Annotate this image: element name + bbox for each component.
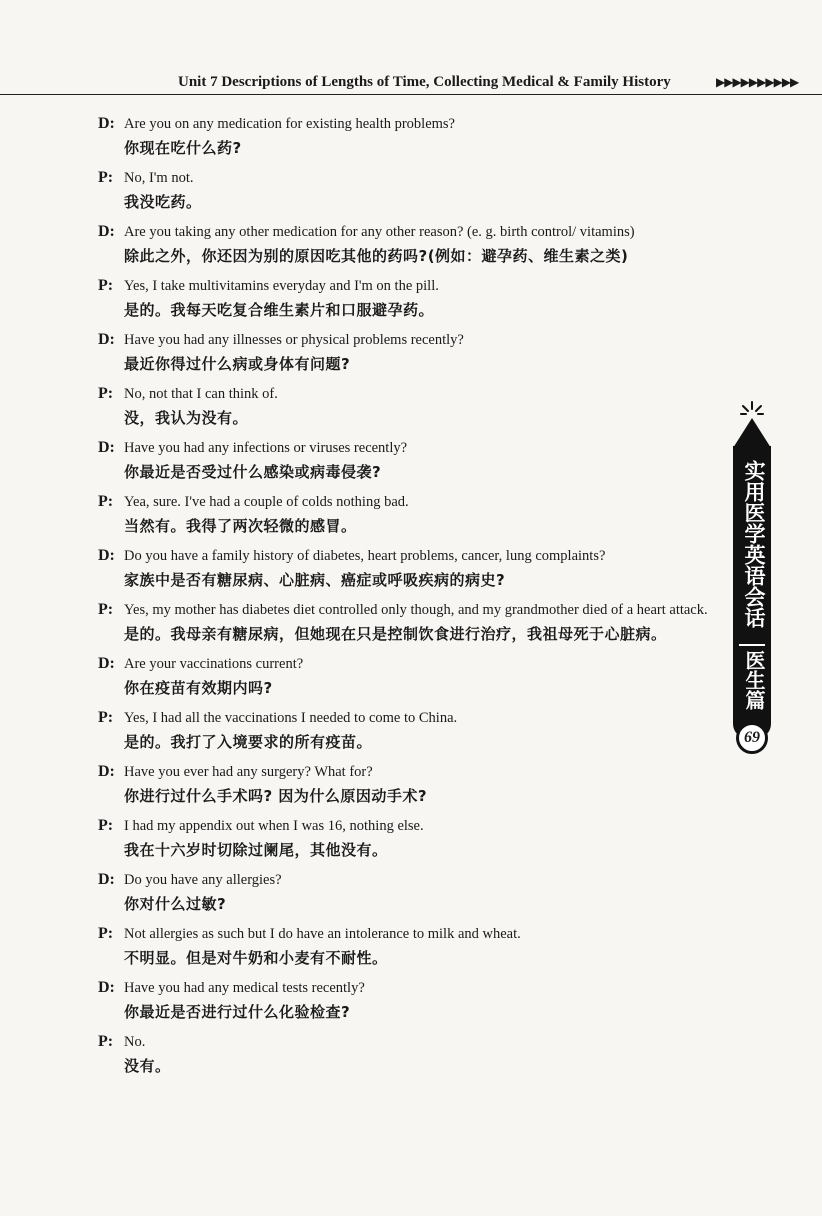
speaker-label: D: — [98, 871, 115, 888]
english-line: Are your vaccinations current? — [124, 656, 304, 672]
turn-lines — [124, 976, 720, 1025]
dialogue-turn — [98, 490, 720, 539]
chinese-line: 是的。我母亲有糖尿病，但她现在只是控制饮食进行治疗，我祖母死于心脏病。 — [124, 625, 667, 643]
chinese-line: 没有。 — [124, 1057, 171, 1075]
dialogue-turn — [98, 382, 720, 431]
chinese-line: 你对什么过敏? — [124, 895, 227, 913]
chinese-line: 我没吃药。 — [124, 193, 202, 211]
turn-lines — [124, 544, 720, 593]
turn-lines — [124, 814, 720, 863]
chinese-line: 是的。我打了入境要求的所有疫苗。 — [124, 733, 373, 751]
book-title: 实用医学英语会话 — [742, 460, 766, 628]
english-line: Have you had any illnesses or physical problems recently? — [124, 332, 464, 348]
chinese-line: 最近你得过什么病或身体有问题? — [124, 355, 351, 373]
tab-divider — [739, 644, 765, 646]
dialogue-turn — [98, 976, 720, 1025]
dialogue-turn — [98, 652, 720, 701]
speaker-label: P: — [98, 817, 114, 834]
chinese-line: 我在十六岁时切除过阑尾，其他没有。 — [124, 841, 388, 859]
english-line: Are you on any medication for existing health problems? — [124, 116, 455, 132]
dialogue-turn — [98, 166, 720, 215]
turn-lines — [124, 436, 720, 485]
english-line: Do you have a family history of diabetes, heart problems, cancer, lung complaints? — [124, 548, 606, 564]
english-line: Not allergies as such but I do have an intolerance to milk and wheat. — [124, 926, 521, 942]
turn-lines — [124, 328, 720, 377]
turn-lines — [124, 760, 720, 809]
dialogue-turn — [98, 274, 720, 323]
speaker-label: D: — [98, 763, 115, 780]
chinese-line: 没，我认为没有。 — [124, 409, 249, 427]
turn-lines — [124, 1030, 720, 1079]
side-tab — [733, 400, 773, 780]
chinese-line: 不明显。但是对牛奶和小麦有不耐性。 — [124, 949, 388, 967]
chinese-line: 家族中是否有糖尿病、心脏病、癌症或呼吸疾病的病史? — [124, 571, 506, 589]
dialogue-turn — [98, 922, 720, 971]
english-line: Are you taking any other medication for any other reason? (e. g. birth control/ vitamins) — [124, 224, 635, 240]
turn-lines — [124, 220, 720, 269]
chinese-line: 当然有。我得了两次轻微的感冒。 — [124, 517, 357, 535]
english-line: No. — [124, 1034, 146, 1050]
turn-lines — [124, 490, 720, 539]
speaker-label: P: — [98, 493, 114, 510]
chinese-line: 你进行过什么手术吗? 因为什么原因动手术? — [124, 787, 428, 805]
english-line: Do you have any allergies? — [124, 872, 282, 888]
dialogue-turn — [98, 814, 720, 863]
dialogue-turn — [98, 220, 720, 269]
dialogue-turn — [98, 868, 720, 917]
turn-lines — [124, 382, 720, 431]
turn-lines — [124, 274, 720, 323]
dialogue-turn — [98, 436, 720, 485]
turn-lines — [124, 922, 720, 971]
chinese-line: 你最近是否受过什么感染或病毒侵袭? — [124, 463, 382, 481]
chinese-line: 除此之外，你还因为别的原因吃其他的药吗?(例如：避孕药、维生素之类) — [124, 247, 629, 265]
turn-lines — [124, 868, 720, 917]
speaker-label: P: — [98, 385, 114, 402]
header-arrow-ornament: ▶▶▶▶▶▶▶▶▶▶ — [716, 75, 799, 89]
book-section: 医生篇 — [742, 650, 766, 710]
turn-lines — [124, 598, 720, 647]
english-line: Yes, my mother has diabetes diet controlled only though, and my grandmother died of a heart attack. — [124, 602, 708, 618]
speaker-label: P: — [98, 709, 114, 726]
page-number: 69 — [736, 722, 768, 754]
speaker-label: D: — [98, 979, 115, 996]
dialogue-turn — [98, 706, 720, 755]
speaker-label: P: — [98, 1033, 114, 1050]
turn-lines — [124, 166, 720, 215]
dialogue-turn — [98, 544, 720, 593]
english-line: Yea, sure. I've had a couple of colds nothing bad. — [124, 494, 409, 510]
dialogue-turn — [98, 328, 720, 377]
chinese-line: 你在疫苗有效期内吗? — [124, 679, 273, 697]
english-line: Have you had any medical tests recently? — [124, 980, 365, 996]
english-line: Have you ever had any surgery? What for? — [124, 764, 373, 780]
dialogue-turn — [98, 112, 720, 161]
english-line: Yes, I take multivitamins everyday and I'm on the pill. — [124, 278, 439, 294]
turn-lines — [124, 652, 720, 701]
chinese-line: 是的。我每天吃复合维生素片和口服避孕药。 — [124, 301, 435, 319]
speaker-label: D: — [98, 331, 115, 348]
speaker-label: D: — [98, 439, 115, 456]
speaker-label: P: — [98, 169, 114, 186]
speaker-label: P: — [98, 277, 114, 294]
chinese-line: 你现在吃什么药? — [124, 139, 242, 157]
speaker-label: D: — [98, 655, 115, 672]
dialogue-turn — [98, 1030, 720, 1079]
header-title: Unit 7 Descriptions of Lengths of Time, Collecting Medical & Family History — [178, 74, 671, 90]
turn-lines — [124, 706, 720, 755]
tab-arrow-cap — [733, 418, 771, 448]
english-line: Have you had any infections or viruses recently? — [124, 440, 408, 456]
speaker-label: D: — [98, 223, 115, 240]
english-line: Yes, I had all the vaccinations I needed to come to China. — [124, 710, 458, 726]
running-header — [0, 68, 822, 98]
speaker-label: D: — [98, 547, 115, 564]
speaker-label: P: — [98, 601, 114, 618]
english-line: No, I'm not. — [124, 170, 194, 186]
speaker-label: P: — [98, 925, 114, 942]
dialogue — [98, 112, 720, 1084]
dialogue-turn — [98, 598, 720, 647]
speaker-label: D: — [98, 115, 115, 132]
turn-lines — [124, 112, 720, 161]
header-rule — [0, 94, 822, 95]
english-line: I had my appendix out when I was 16, nothing else. — [124, 818, 424, 834]
dialogue-turn — [98, 760, 720, 809]
chinese-line: 你最近是否进行过什么化验检查? — [124, 1003, 351, 1021]
english-line: No, not that I can think of. — [124, 386, 278, 402]
